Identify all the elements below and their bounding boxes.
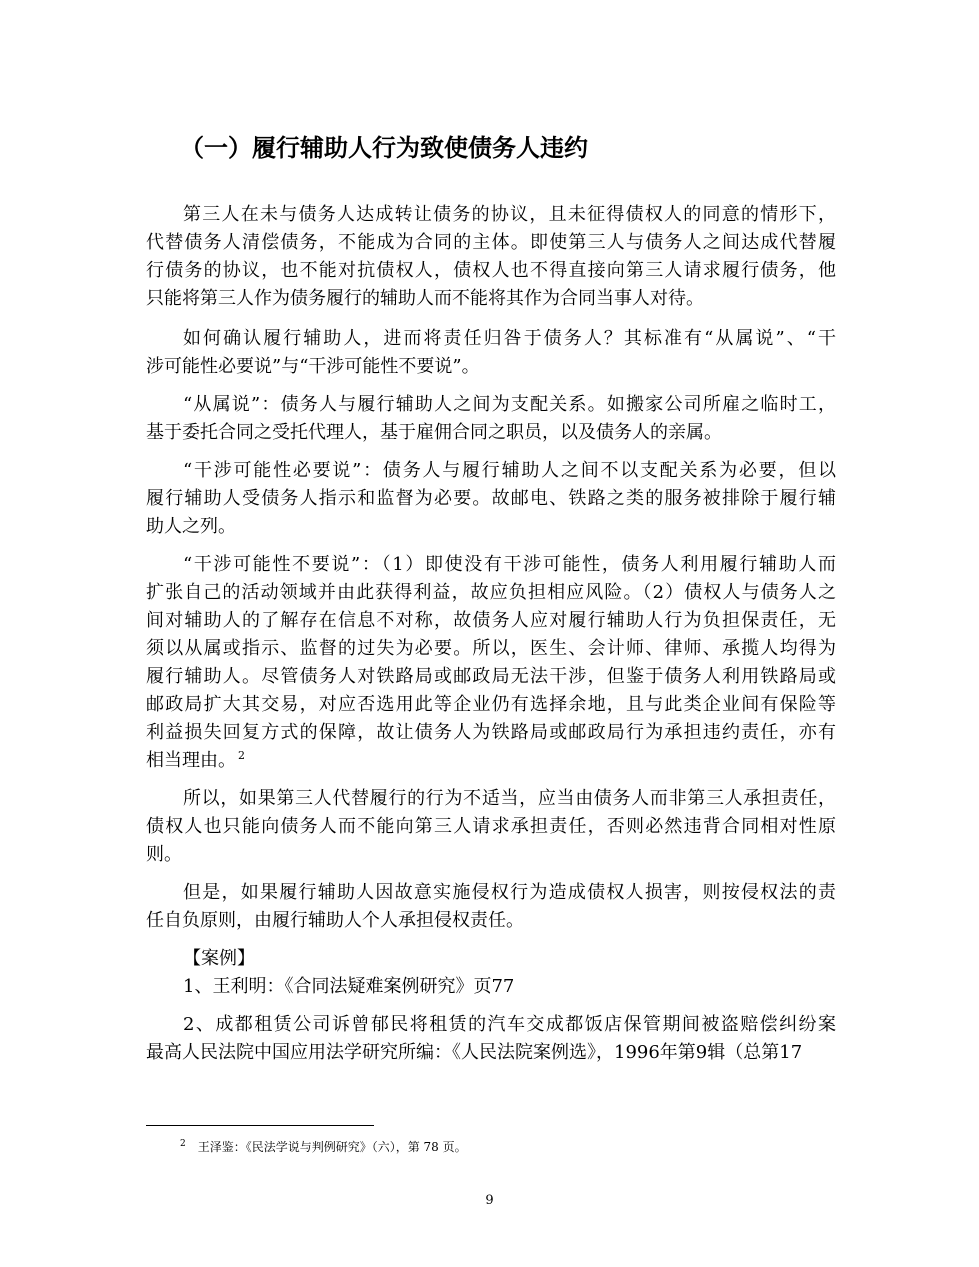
body-line: 间对辅助人的了解存在信息不对称，故债务人应对履行辅助人行为负担保责任，无 — [146, 610, 836, 631]
body-line: 但是，如果履行辅助人因故意实施侵权行为造成债权人损害，则按侵权法的责 — [183, 882, 836, 903]
body-line: 所以，如果第三人代替履行的行为不适当，应当由债务人而非第三人承担责任， — [183, 788, 836, 809]
body-line: “干涉可能性不要说”：（1）即使没有干涉可能性，债务人利用履行辅助人而 — [183, 554, 836, 575]
body-line: 助人之列。 — [146, 516, 236, 537]
footnote-number: 2 — [180, 1139, 186, 1149]
body-line: 履行辅助人。尽管债务人对铁路局或邮政局无法干涉，但鉴于债务人利用铁路局或 — [146, 666, 836, 687]
body-line: “干涉可能性必要说”：债务人与履行辅助人之间不以支配关系为必要，但以 — [183, 460, 836, 481]
body-line: 邮政局扩大其交易，对应否选用此等企业仍有选择余地，且与此类企业间有保险等 — [146, 694, 836, 715]
footnote-divider — [146, 1125, 374, 1126]
body-line: 利益损失回复方式的保障，故让债务人为铁路局或邮政局行为承担违约责任，亦有 — [146, 722, 836, 743]
body-line: 第三人在未与债务人达成转让债务的协议，且未征得债权人的同意的情形下， — [183, 204, 836, 225]
body-line: 相当理由。 $^2$ — [146, 749, 245, 771]
body-line: 2、成都租赁公司诉曾郁民将租赁的汽车交成都饭店保管期间被盗赔偿纠纷案 — [183, 1014, 836, 1035]
body-line: 履行辅助人受债务人指示和监督为必要。故邮电、铁路之类的服务被排除于履行辅 — [146, 488, 836, 509]
body-line: 代替债务人清偿债务，不能成为合同的主体。即使第三人与债务人之间达成代替履 — [146, 232, 836, 253]
body-line: 须以从属或指示、监督的过失为必要。所以，医生、会计师、律师、承揽人均得为 — [146, 638, 836, 659]
footnote — [180, 1135, 467, 1156]
body-line: 最高人民法院中国应用法学研究所编：《人民法院案例选》，1996年第9辑（总第17 — [146, 1042, 803, 1063]
body-line: “从属说”：债务人与履行辅助人之间为支配关系。如搬家公司所雇之临时工， — [183, 394, 836, 415]
footnote-reference: 2 — [238, 749, 245, 762]
section-heading: （一）履行辅助人行为致使债务人违约 — [180, 133, 588, 162]
body-line: 如何确认履行辅助人，进而将责任归咎于债务人？其标准有“从属说”、“干 — [183, 328, 836, 349]
body-line: 则。 — [146, 844, 182, 865]
body-line: 行债务的协议，也不能对抗债权人，债权人也不得直接向第三人请求履行债务，他 — [146, 260, 836, 281]
body-line: 1、王利明：《合同法疑难案例研究》页77 — [183, 976, 515, 997]
body-line: 任自负原则，由履行辅助人个人承担侵权责任。 — [146, 910, 524, 931]
body-line: 扩张自己的活动领域并由此获得利益，故应负担相应风险。（2）债权人与债务人之 — [146, 582, 836, 603]
body-line: 债权人也只能向债务人而不能向第三人请求承担责任，否则必然违背合同相对性原 — [146, 816, 836, 837]
body-line: 涉可能性必要说”与“干涉可能性不要说”。 — [146, 356, 480, 377]
body-line: 【案例】 — [183, 948, 255, 969]
page-number: 9 — [485, 1193, 494, 1208]
body-line: 基于委托合同之受托代理人，基于雇佣合同之职员，以及债务人的亲属。 — [146, 422, 722, 443]
footnote-text: 王泽鉴：《民法学说与判例研究》（六），第 78 页。 — [197, 1140, 467, 1154]
body-line: 只能将第三人作为债务履行的辅助人而不能将其作为合同当事人对待。 — [146, 288, 704, 309]
